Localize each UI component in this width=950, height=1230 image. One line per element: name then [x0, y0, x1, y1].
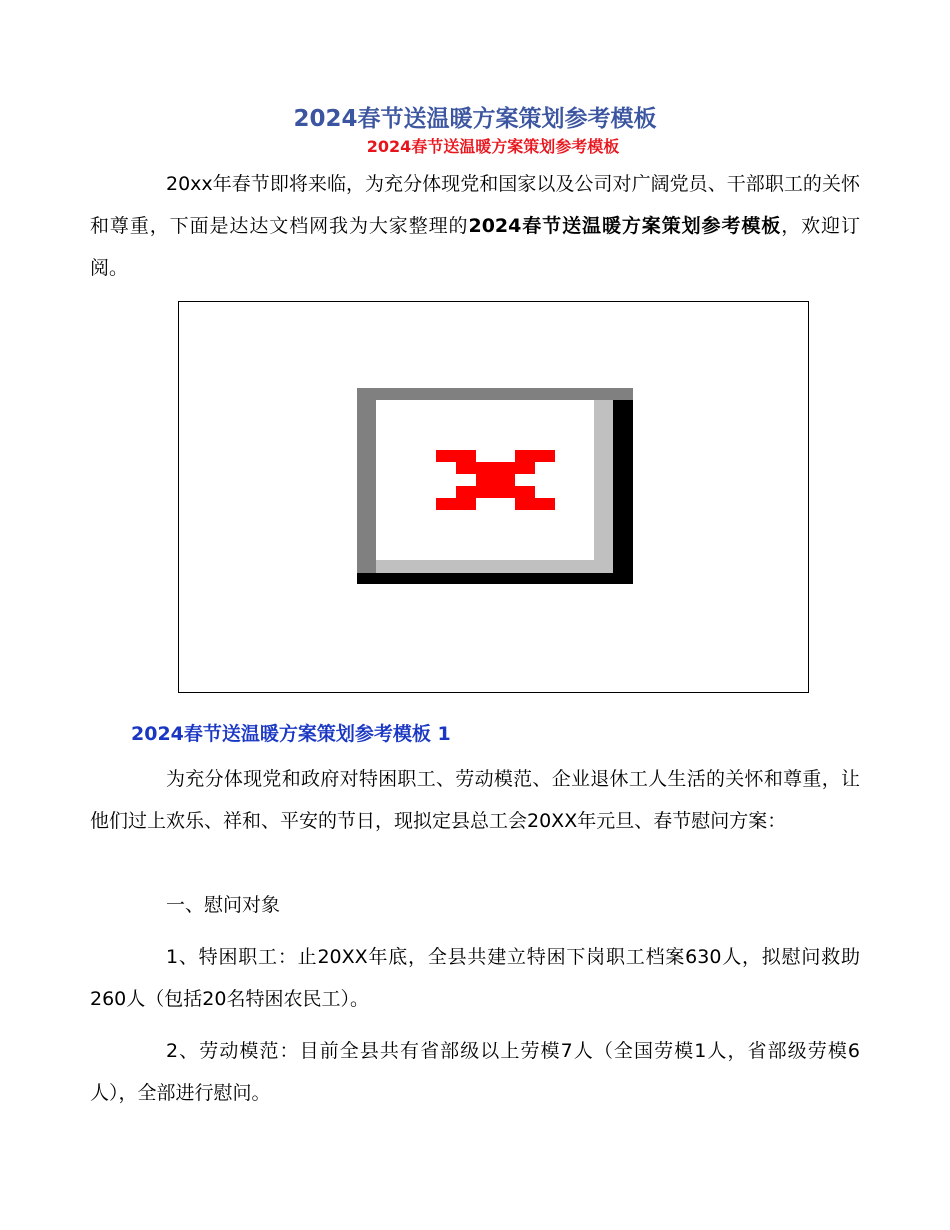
section-1-paragraph: 为充分体现党和政府对特困职工、劳动模范、企业退休工人生活的关怀和尊重，让他们过上欢乐、祥和、平安的节日，现拟定县总工会20XX年元旦、春节慰问方案：: [90, 768, 860, 832]
intro-text-end: ，欢迎订阅。: [90, 215, 860, 279]
broken-image-icon: [357, 388, 633, 584]
intro-text: 20xx年春节即将来临，为充分体现党和国家以及公司对广阔党员、干部职工的关怀和尊重，下面是达达文档网我为大家整理的: [90, 173, 860, 237]
broken-image-shadow-right: [613, 400, 633, 584]
list-item-2: 2、劳动模范：目前全县共有省部级以上劳模7人（全国劳模1人，省部级劳模6人），全部进行慰问。: [90, 1040, 860, 1104]
section-1-subheading: 一、慰问对象: [166, 894, 281, 916]
document-title: 2024春节送温暖方案策划参考模板: [293, 106, 657, 132]
broken-image-shadow-bottom: [357, 573, 633, 584]
list-item-1: 1、特困职工：止20XX年底，全县共建立特困下岗职工档案630人，拟慰问救助260人（包括20名特困农民工）。: [90, 946, 860, 1010]
section-1-heading: 2024春节送温暖方案策划参考模板 1: [131, 723, 451, 745]
intro-paragraph: [90, 163, 860, 289]
document-subtitle: 2024春节送温暖方案策划参考模板: [366, 137, 620, 156]
intro-bold-title: 2024春节送温暖方案策划参考模板: [468, 215, 782, 237]
image-placeholder-frame: [178, 301, 809, 693]
